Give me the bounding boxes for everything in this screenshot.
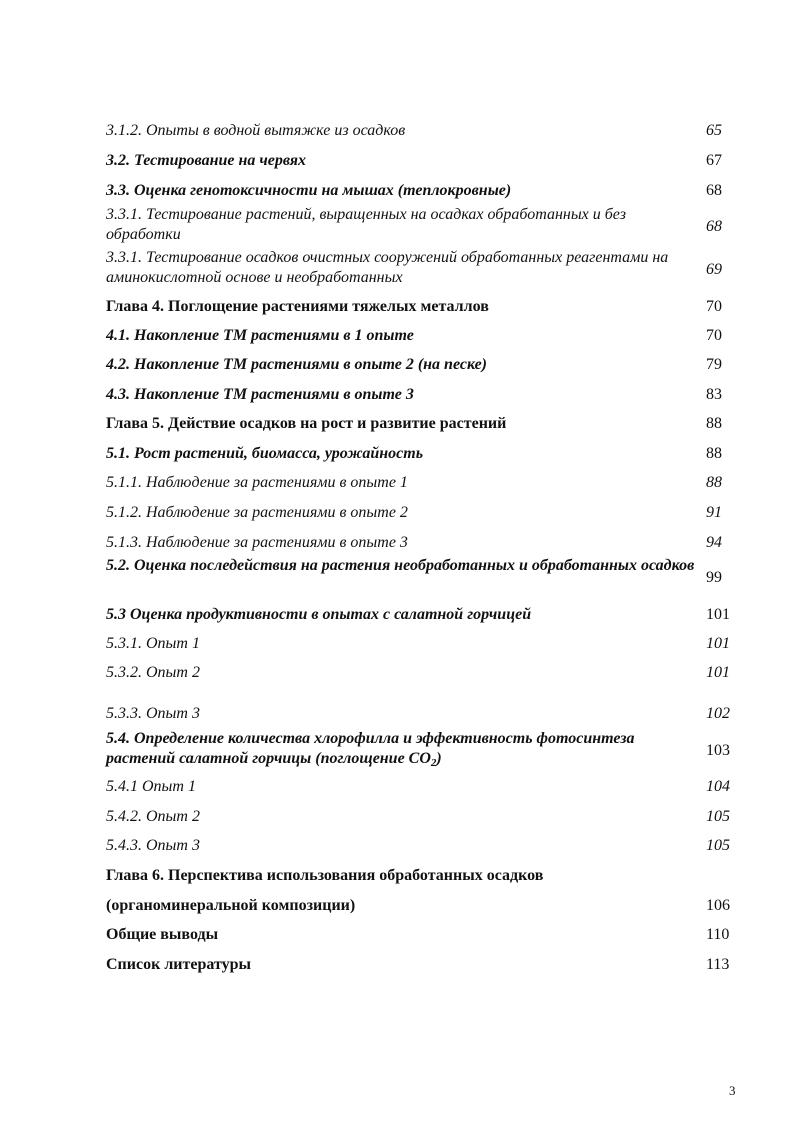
- toc-entry-title: 5.4.2. Опыт 2: [106, 808, 200, 825]
- page-number: 3: [729, 1083, 736, 1098]
- toc-entry-page: 70: [706, 298, 722, 315]
- toc-entry-title: 5.4. Определение количества хлорофилла и эффективность фотосинтеза растений салатной горчицы (поглощение $CO_2$): [106, 730, 635, 769]
- toc-entry-title: 4.2. Накопление ТМ растениями в опыте 2 (на песке): [106, 356, 488, 373]
- toc-entry-page: 104: [706, 778, 730, 795]
- toc-entry-title: Общие выводы: [106, 926, 219, 943]
- toc-entry-title: 5.3.3. Опыт 3: [106, 705, 200, 722]
- toc-entry-page: 88: [706, 474, 722, 491]
- toc-entry-page: 105: [706, 808, 730, 825]
- toc-entry-title: 4.1. Накопление ТМ растениями в 1 опыте: [106, 327, 414, 344]
- toc-entry-title: (органоминеральной композиции): [106, 897, 356, 914]
- toc-entry-page: 113: [706, 956, 730, 973]
- toc-entry-page: 91: [706, 504, 722, 521]
- toc-entry-title: 5.1. Рост растений, биомасса, урожайность: [106, 445, 424, 462]
- toc-entry-page: 65: [706, 122, 722, 139]
- toc-entry-title: 5.4.1 Опыт 1: [106, 778, 196, 795]
- toc-entry-page: 68: [706, 218, 722, 235]
- toc-entry-title: 5.3 Оценка продуктивности в опытах с салатной горчицей: [106, 606, 532, 623]
- toc-entry-page: 99: [706, 569, 722, 586]
- toc-entry-title: 5.1.2. Наблюдение за растениями в опыте 2: [106, 504, 408, 521]
- toc-entry-title: 3.3. Оценка генотоксичности на мышах (теплокровные): [106, 182, 512, 199]
- toc-entry-title: 3.2. Тестирование на червях: [106, 152, 307, 169]
- toc-entry-page: 94: [706, 534, 722, 551]
- toc-entry-title: 5.2. Оценка последействия на растения необработанных и обработанных осадков: [106, 557, 695, 574]
- toc-entry-title: 3.3.1. Тестирование растений, выращенных на осадках обработанных и без обработки: [106, 206, 626, 243]
- toc-entry-title: 5.4.3. Опыт 3: [106, 837, 200, 854]
- toc-entry-title: Глава 5. Действие осадков на рост и развитие растений: [106, 415, 507, 432]
- toc-entry-title: 5.1.3. Наблюдение за растениями в опыте 3: [106, 534, 408, 551]
- toc-entry-title: 5.3.2. Опыт 2: [106, 664, 200, 681]
- toc-entry-page: 67: [706, 152, 722, 169]
- toc-entry-page: 101: [706, 606, 730, 623]
- toc-entry-title: 4.3. Накопление ТМ растениями в опыте 3: [106, 386, 414, 403]
- toc-entry-page: 106: [706, 897, 730, 914]
- toc-entry-title: 3.1.2. Опыты в водной вытяжке из осадков: [106, 122, 406, 139]
- toc-entry-page: 88: [706, 415, 722, 432]
- toc-entry-page: 101: [706, 664, 730, 681]
- toc-entry-page: 101: [706, 635, 730, 652]
- toc-entry-page: 88: [706, 445, 722, 462]
- toc-entry-title: Глава 6. Перспектива использования обработанных осадков: [106, 867, 544, 884]
- toc-entry-title: Глава 4. Поглощение растениями тяжелых металлов: [106, 298, 489, 315]
- toc-entry-title: Список литературы: [106, 956, 251, 973]
- toc-entry-page: 70: [706, 327, 722, 344]
- toc-entry-title: 5.3.1. Опыт 1: [106, 635, 200, 652]
- toc-entry-page: 69: [706, 261, 722, 278]
- toc-entry-page: 105: [706, 837, 730, 854]
- toc-entry-page: 83: [706, 386, 722, 403]
- toc-entry-page: 110: [706, 926, 730, 943]
- toc-entry-page: 79: [706, 356, 722, 373]
- toc-entry-page: 103: [706, 742, 730, 759]
- toc-entry-title: 3.3.1. Тестирование осадков очистных сооружений обработанных реагентами на аминокислотной основе и необработанных: [106, 249, 669, 286]
- toc-entry-title: 5.1.1. Наблюдение за растениями в опыте 1: [106, 474, 408, 491]
- toc-entry-page: 68: [706, 182, 722, 199]
- toc-entry-page: 102: [706, 705, 730, 722]
